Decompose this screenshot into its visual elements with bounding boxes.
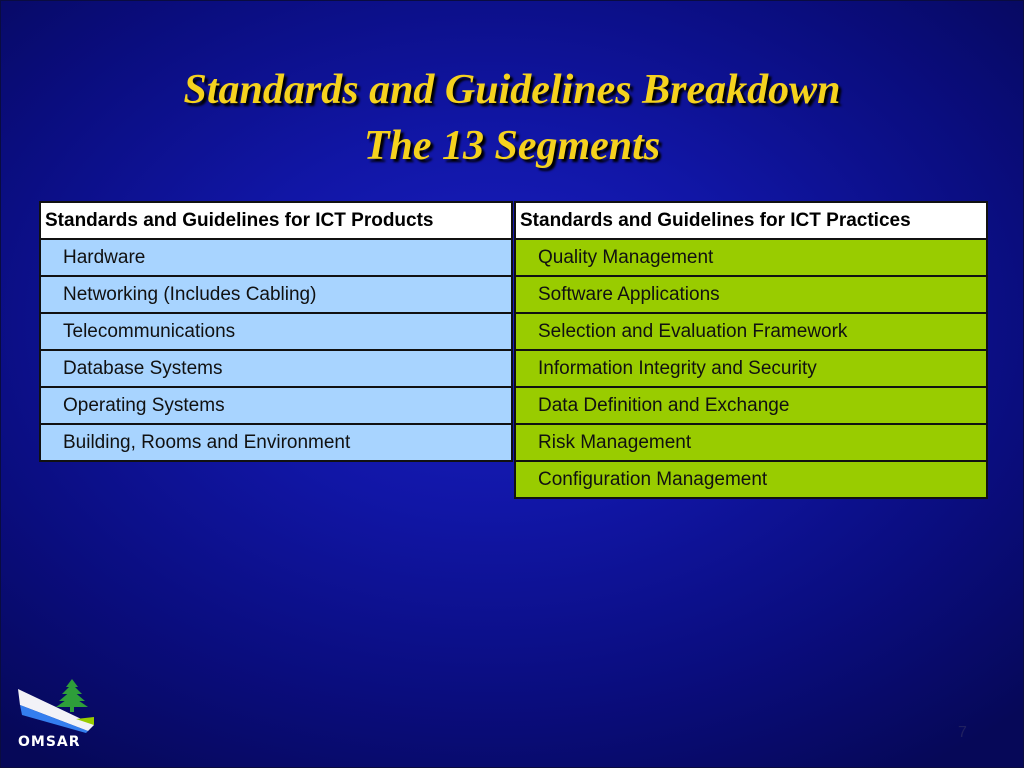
practices-item-selection-evaluation: Selection and Evaluation Framework [514,312,988,351]
practices-item-software-applications: Software Applications [514,275,988,314]
title-line-2: The 13 Segments [363,123,661,169]
practices-item-configuration-management: Configuration Management [514,460,988,499]
products-item-building: Building, Rooms and Environment [39,423,513,462]
light-beam-icon [18,689,94,733]
products-item-networking: Networking (Includes Cabling) [39,275,513,314]
practices-item-risk-management: Risk Management [514,423,988,462]
practices-item-quality-management: Quality Management [514,238,988,277]
title-line-1: Standards and Guidelines Breakdown [183,67,841,113]
products-item-operating-systems: Operating Systems [39,386,513,425]
page-number: 7 [958,724,967,741]
products-item-database-systems: Database Systems [39,349,513,388]
practices-column [514,201,988,499]
products-item-hardware: Hardware [39,238,513,277]
products-column [39,201,513,462]
practices-header: Standards and Guidelines for ICT Practices [514,201,988,240]
products-header: Standards and Guidelines for ICT Products [39,201,513,240]
practices-item-information-integrity: Information Integrity and Security [514,349,988,388]
products-item-telecommunications: Telecommunications [39,312,513,351]
slide-title [0,62,1024,174]
omsar-logo-text: OMSAR [18,734,81,750]
practices-item-data-definition: Data Definition and Exchange [514,386,988,425]
cedar-tree-icon [56,679,88,712]
